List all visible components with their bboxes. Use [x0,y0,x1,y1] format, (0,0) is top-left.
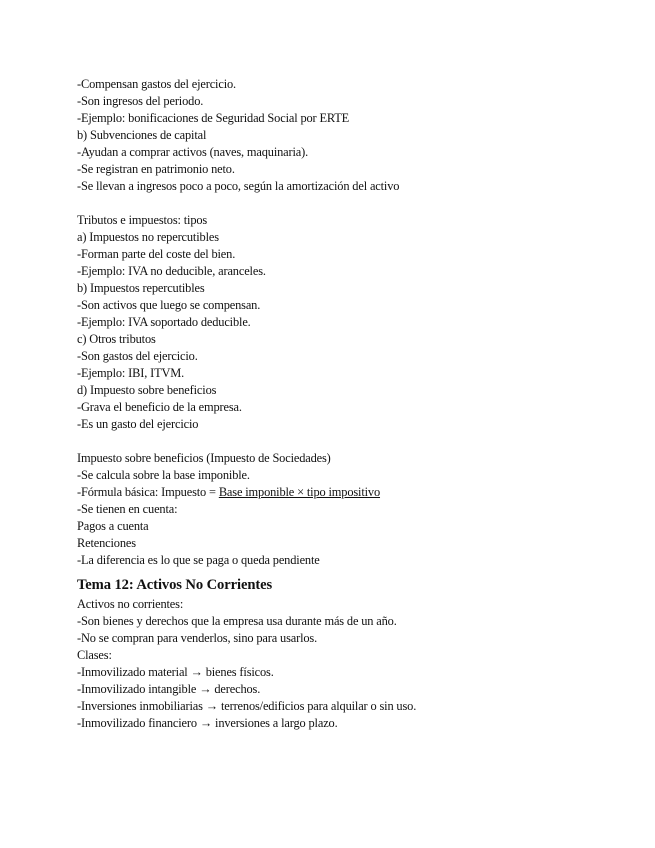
text-line: -Son gastos del ejercicio. [77,349,198,363]
text-line: -Se tienen en cuenta: [77,502,178,516]
text-line: -Son bienes y derechos que la empresa usa durante más de un año. [77,614,397,628]
impuesto-sociedades-section [77,450,637,569]
text-line: -Compensan gastos del ejercicio. [77,77,236,91]
text-line: -Se calcula sobre la base imponible. [77,468,250,482]
paragraph-gap [77,195,637,212]
text-line: Retenciones [77,536,136,550]
tema12-heading: Tema 12: Activos No Corrientes [77,577,273,593]
text-line: -Inmovilizado material → bienes físicos. [77,665,274,679]
text-line: -Inversiones inmobiliarias → terrenos/edificios para alquilar o sin uso. [77,699,417,713]
subvenciones-section [77,76,637,195]
text-line: -Forman parte del coste del bien. [77,247,236,261]
text-line: a) Impuestos no repercutibles [77,230,219,244]
formula-underlined: Base imponible × tipo impositivo [218,485,381,499]
text-line: -Son activos que luego se compensan. [77,298,261,312]
paragraph-gap [77,433,637,450]
text-line: -Ejemplo: IVA no deducible, aranceles. [77,264,266,278]
formula-prefix: -Fórmula básica: Impuesto = [77,485,219,499]
text-line: -Es un gasto del ejercicio [77,417,199,431]
text-line: Activos no corrientes: [77,597,184,611]
text-line: -Ejemplo: IVA soportado deducible. [77,315,251,329]
text-line: -La diferencia es lo que se paga o queda pendiente [77,553,320,567]
text-line: -Grava el beneficio de la empresa. [77,400,242,414]
tributos-section [77,212,637,433]
text-line: -Ejemplo: IBI, ITVM. [77,366,185,380]
text-line: -Se llevan a ingresos poco a poco, según la amortización del activo [77,179,400,193]
text-line: -Inmovilizado intangible → derechos. [77,682,261,696]
text-line: -Son ingresos del periodo. [77,94,204,108]
text-line: -Ejemplo: bonificaciones de Seguridad Social por ERTE [77,111,350,125]
text-line: -No se compran para venderlos, sino para usarlos. [77,631,318,645]
text-line: Tributos e impuestos: tipos [77,213,208,227]
formula-line [77,484,637,501]
text-line: c) Otros tributos [77,332,156,346]
section-title: Impuesto sobre beneficios (Impuesto de Sociedades) [77,451,331,465]
text-line: Clases: [77,648,112,662]
text-line: b) Subvenciones de capital [77,128,207,142]
text-line: -Se registran en patrimonio neto. [77,162,235,176]
text-line: d) Impuesto sobre beneficios [77,383,217,397]
text-line: b) Impuestos repercutibles [77,281,205,295]
document-page [77,76,637,732]
tema12-section [77,596,637,732]
text-line: -Ayudan a comprar activos (naves, maquinaria). [77,145,309,159]
text-line: -Inmovilizado financiero → inversiones a largo plazo. [77,716,338,730]
text-line: Pagos a cuenta [77,519,149,533]
